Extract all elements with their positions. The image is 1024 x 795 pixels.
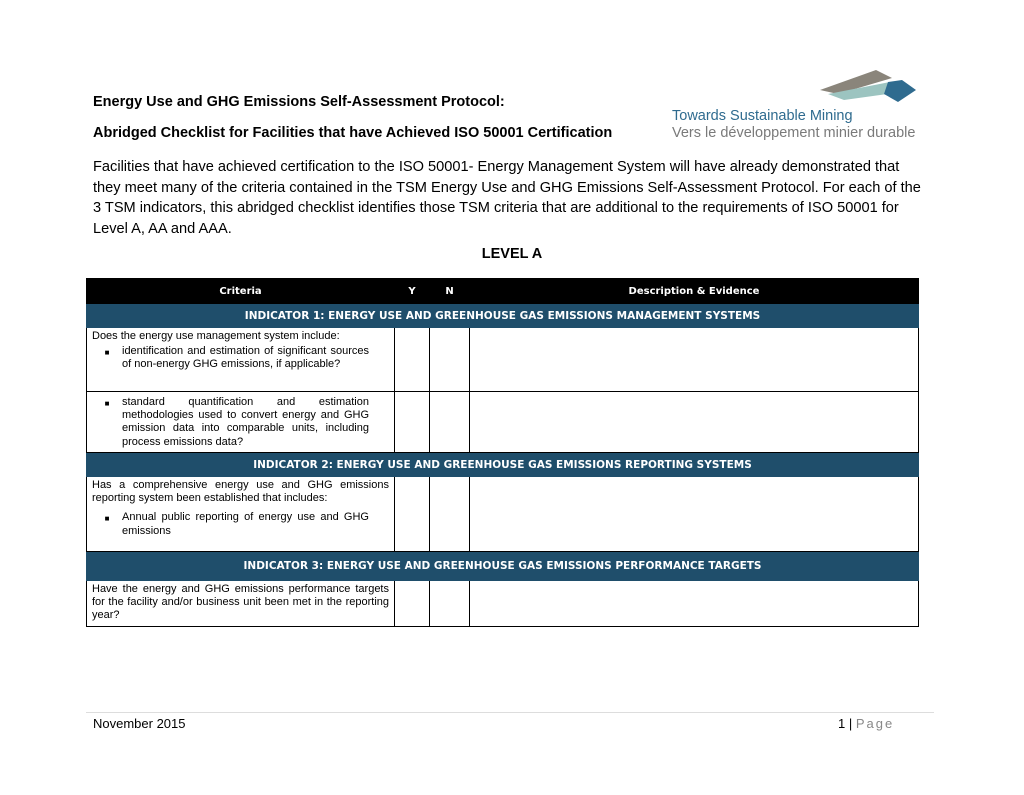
criteria-bullet [92, 345, 389, 371]
bullet-text: identification and estimation of significant sources of non-energy GHG emissions, if applicable? [122, 345, 369, 371]
bullet-icon: ■ [104, 399, 110, 408]
indicator-row [87, 552, 919, 581]
description-evidence-cell[interactable] [470, 581, 919, 627]
indicator-row [87, 304, 919, 328]
criteria-text: Has a comprehensive energy use and GHG emissions reporting system been established that includes: [92, 479, 389, 505]
footer-page-number [838, 716, 894, 731]
header-yes: Y [395, 279, 430, 304]
yes-checkbox-cell[interactable] [395, 392, 430, 453]
no-checkbox-cell[interactable] [430, 581, 470, 627]
tsm-logo [668, 68, 920, 142]
table-row [87, 392, 919, 453]
criteria-text: Does the energy use management system include: [92, 330, 340, 342]
header-criteria: Criteria [87, 279, 395, 304]
bullet-text: standard quantification and estimation methodologies used to convert energy and GHG emission data into comparable units, including process emissions data? [122, 396, 369, 448]
criteria-cell [87, 328, 395, 392]
description-evidence-cell[interactable] [470, 477, 919, 552]
logo-text-french: Vers le développement minier durable [672, 125, 916, 141]
table-row [87, 328, 919, 392]
table-row [87, 477, 919, 552]
level-heading: LEVEL A [481, 246, 543, 262]
page-label: Page [855, 716, 895, 731]
page-separator: | [848, 716, 853, 731]
footer-divider [86, 712, 934, 713]
header-no: N [430, 279, 470, 304]
table-header-row [87, 279, 919, 304]
indicator-row [87, 453, 919, 477]
yes-checkbox-cell[interactable] [395, 581, 430, 627]
document-title: Energy Use and GHG Emissions Self-Assessment Protocol: [93, 94, 505, 110]
header-description: Description & Evidence [470, 279, 919, 304]
bullet-text: Annual public reporting of energy use and GHG emissions [122, 511, 369, 537]
description-evidence-cell[interactable] [470, 392, 919, 453]
yes-checkbox-cell[interactable] [395, 477, 430, 552]
criteria-bullet [92, 396, 389, 449]
logo-text-english: Towards Sustainable Mining [672, 108, 853, 124]
intro-paragraph: Facilities that have achieved certification to the ISO 50001- Energy Management System will have already demonstrated that they meet many of the criteria contained in the TSM Energy Use and GHG Emissions Self-Assessment Protocol. For each of the 3 TSM indicators, this abridged checklist identifies those TSM criteria that are additional to the requirements of ISO 50001 for Level A, AA and AAA. [93, 159, 921, 237]
indicator-title: INDICATOR 2: ENERGY USE AND GREENHOUSE GAS EMISSIONS REPORTING SYSTEMS [87, 453, 919, 477]
bullet-icon: ■ [104, 348, 110, 358]
checklist-table [86, 278, 919, 627]
criteria-text: Have the energy and GHG emissions performance targets for the facility and/or business unit been met in the reporting year? [92, 583, 389, 622]
page-number: 1 [838, 716, 846, 731]
indicator-title: INDICATOR 1: ENERGY USE AND GREENHOUSE GAS EMISSIONS MANAGEMENT SYSTEMS [87, 304, 919, 328]
yes-checkbox-cell[interactable] [395, 328, 430, 392]
no-checkbox-cell[interactable] [430, 328, 470, 392]
no-checkbox-cell[interactable] [430, 392, 470, 453]
bullet-icon: ■ [104, 514, 110, 524]
description-evidence-cell[interactable] [470, 328, 919, 392]
criteria-bullet [92, 511, 389, 537]
table-row [87, 581, 919, 627]
footer-date: November 2015 [93, 716, 186, 731]
criteria-cell [87, 477, 395, 552]
no-checkbox-cell[interactable] [430, 477, 470, 552]
indicator-title: INDICATOR 3: ENERGY USE AND GREENHOUSE GAS EMISSIONS PERFORMANCE TARGETS [87, 552, 919, 581]
tsm-logo-icon [818, 68, 918, 110]
criteria-cell [87, 392, 395, 453]
criteria-cell [87, 581, 395, 627]
document-subtitle: Abridged Checklist for Facilities that have Achieved ISO 50001 Certification [93, 125, 613, 141]
